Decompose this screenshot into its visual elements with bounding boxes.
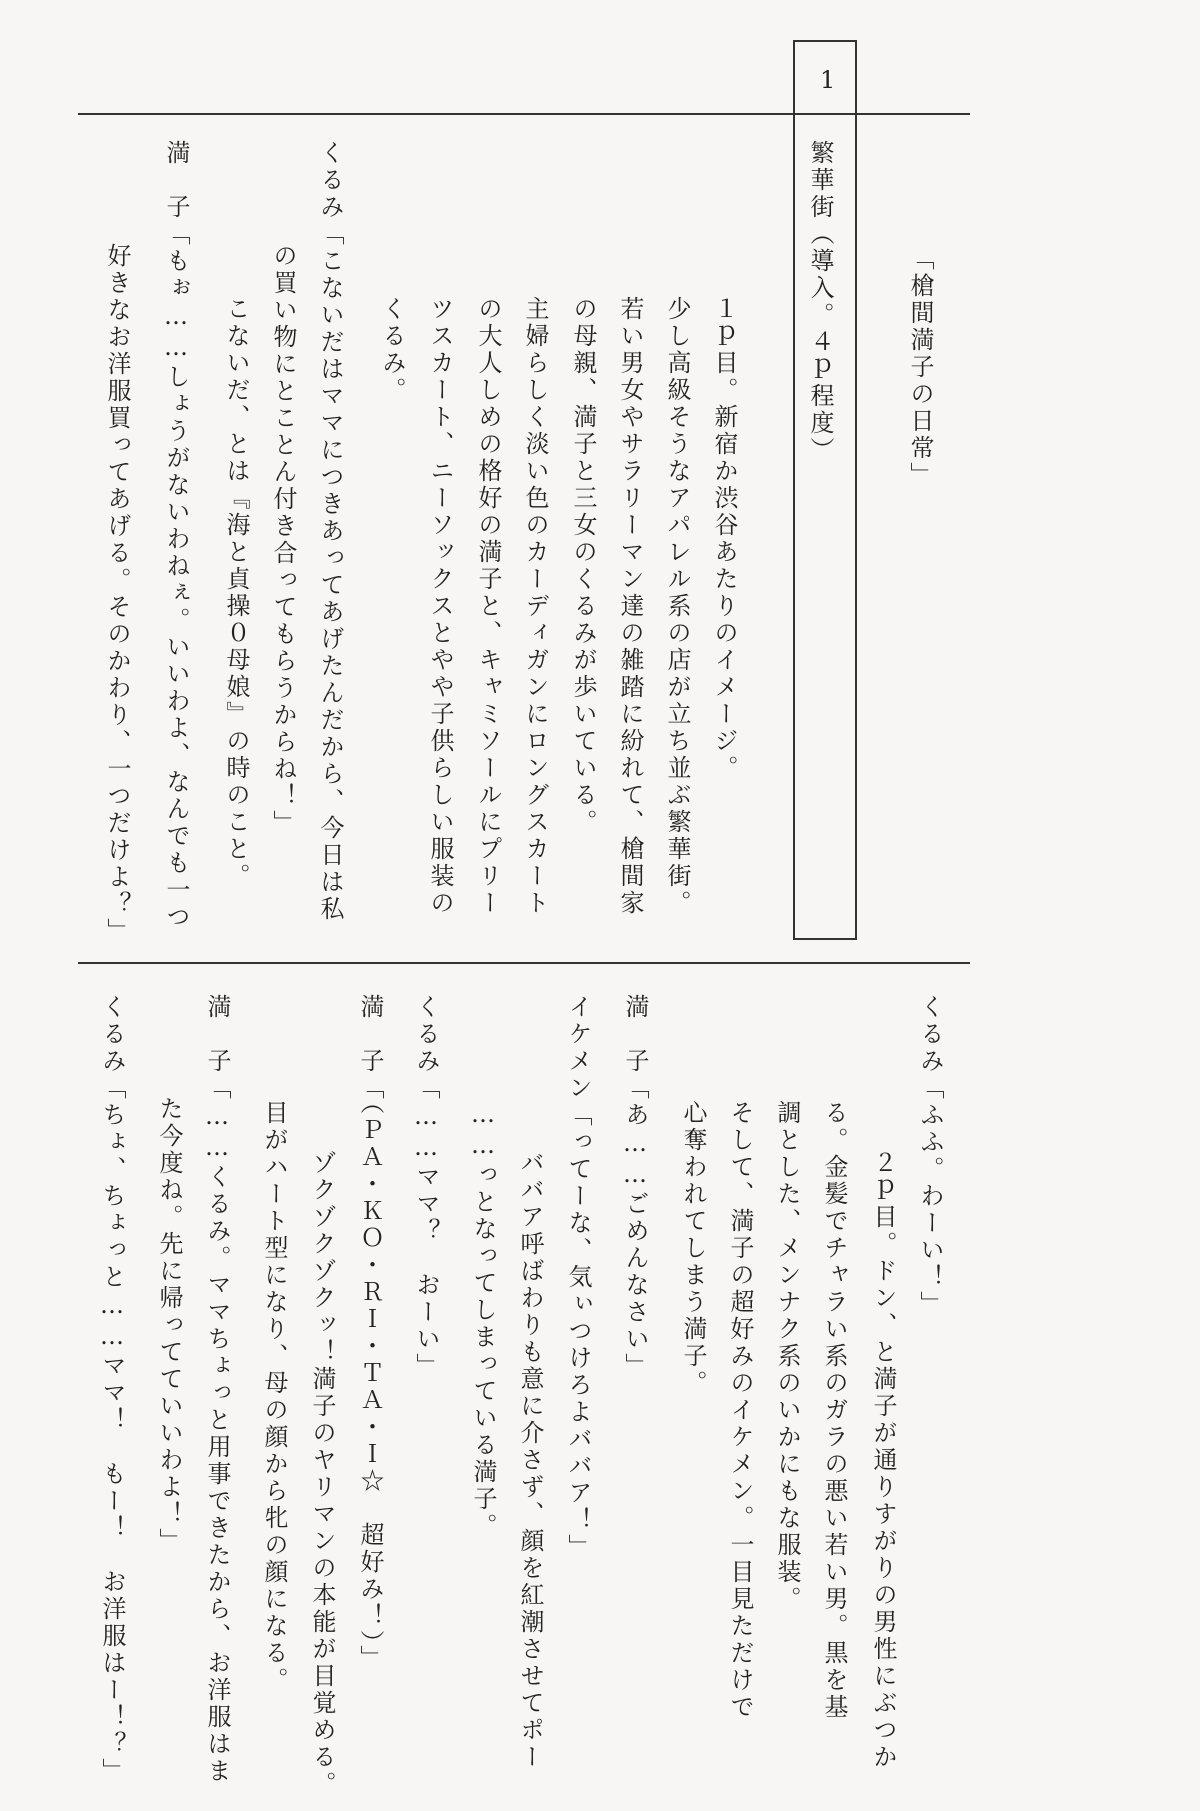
scene-heading: 繁華街（導入。４ｐ程度） xyxy=(806,140,834,464)
middle-rule xyxy=(78,962,970,964)
script-line: ツスカート、ニーソックスとやや子供らしい服装の xyxy=(426,296,454,917)
script-line: ゾクゾクゾクッ！満子のヤリマンの本能が目覚める。 xyxy=(308,1150,336,1798)
dialogue-line: た今度ね。先に帰ってていいわよ！」 xyxy=(155,1096,183,1555)
top-rule xyxy=(78,113,970,115)
script-line: こないだ、とは『海と貞操０母娘』の時のこと。 xyxy=(222,296,250,890)
page-number: 1 xyxy=(820,66,836,94)
script-line: る。金髪でチャラい系のガラの悪い若い男。黒を基 xyxy=(820,1100,848,1721)
heading-box-top xyxy=(793,40,857,42)
dialogue-line: イケメン「ってーな、気ぃつけろよババア！」 xyxy=(564,994,592,1561)
script-line: の大人しめの格好の満子と、キャミソールにプリー xyxy=(474,296,502,917)
dialogue-line: の買い物にとことん付き合ってもらうからね！」 xyxy=(269,243,297,837)
heading-box-left xyxy=(793,40,795,940)
dialogue-line: 満 子「あ……ごめんなさい」 xyxy=(621,994,649,1380)
script-line: そして、満子の超好みのイケメン。一目見ただけで xyxy=(726,1100,754,1721)
dialogue-line: 満 子「……くるみ。ママちょっと用事できたから、お洋服はま xyxy=(203,994,231,1785)
script-line: 目がハート型になり、母の顔から牝の顔になる。 xyxy=(260,1100,288,1694)
dialogue-line: くるみ「こないだはママにつきあってあげたんだから、今日は私 xyxy=(316,140,344,923)
script-line: の母親、満子と三女のくるみが歩いている。 xyxy=(569,296,597,836)
dialogue-line: 好きなお洋服買ってあげる。そのかわり、一つだけよ？」 xyxy=(103,243,131,945)
heading-box-right xyxy=(855,40,857,940)
heading-box-bottom xyxy=(793,938,857,940)
dialogue-line: くるみ「ちょ、ちょっと……ママ！ もー！ お洋服はー！？」 xyxy=(98,994,126,1785)
dialogue-line: 満 子「もぉ……しょうがないわねぇ。いいわよ、なんでも一つ xyxy=(162,140,190,931)
script-line: ２ｐ目。ドン、と満子が通りすがりの男性にぶつか xyxy=(869,1150,897,1771)
dialogue-line: くるみ「ふふ。わーい！」 xyxy=(916,994,944,1318)
script-line: １ｐ目。新宿か渋谷あたりのイメージ。 xyxy=(710,296,738,782)
script-line: 少し高級そうなアパレル系の店が立ち並ぶ繁華街。 xyxy=(663,296,691,917)
dialogue-line: 満 子「（ＰＡ・ＫＯ・ＲＩ・ＴＡ・Ｉ☆ 超好み！）」 xyxy=(356,994,384,1672)
script-line: くるみ。 xyxy=(378,296,406,404)
script-line: 主婦らしく淡い色のカーディガンにロングスカート xyxy=(521,296,549,917)
script-line: ……っとなってしまっている満子。 xyxy=(469,1100,497,1540)
dialogue-line: くるみ「……ママ？ おーい」 xyxy=(412,994,440,1380)
script-line: ババア呼ばわりも意に介さず、顔を紅潮させてポー xyxy=(516,1150,544,1771)
script-line: 調とした、メンナク系のいかにもな服装。 xyxy=(773,1100,801,1613)
script-line: 心奪われてしまう満子。 xyxy=(679,1100,707,1397)
script-title: 「槍間満子の日常」 xyxy=(906,246,934,489)
script-line: 若い男女やサラリーマン達の雑踏に紛れて、槍間家 xyxy=(616,296,644,917)
